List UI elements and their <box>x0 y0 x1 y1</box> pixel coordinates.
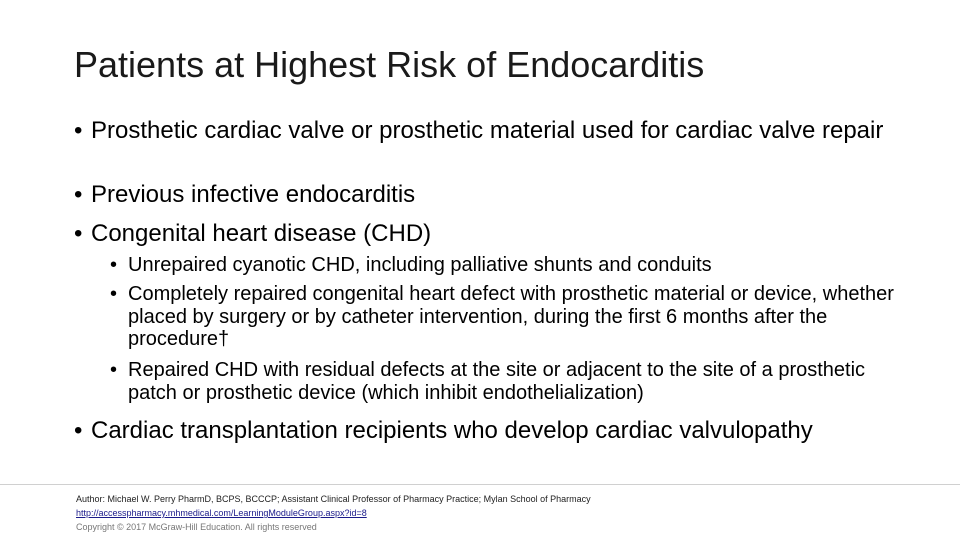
sub-bullet-item <box>110 283 918 351</box>
bullet-text: Prosthetic cardiac valve or prosthetic material used for cardiac valve repair <box>91 117 884 144</box>
bullet-item <box>74 418 911 443</box>
sub-bullet-text: Repaired CHD with residual defects at the site or adjacent to the site of a prosthetic patch or prosthetic device (which inhibit endothelialization) <box>128 359 866 404</box>
bullet-item <box>74 118 911 143</box>
bullet-glyph: • <box>74 117 83 144</box>
bullet-glyph: • <box>74 181 83 208</box>
sub-bullet-text: Unrepaired cyanotic CHD, including palliative shunts and conduits <box>128 254 712 276</box>
sub-bullet-item <box>110 254 918 277</box>
sub-bullet-item <box>110 359 918 404</box>
bullet-item <box>74 221 911 246</box>
bullet-glyph: • <box>74 220 83 247</box>
bullet-glyph: • <box>74 417 83 444</box>
bullet-text: Previous infective endocarditis <box>91 181 416 208</box>
bullet-glyph: • <box>110 283 118 305</box>
footer-link[interactable]: http://accesspharmacy.mhmedical.com/LearningModuleGroup.aspx?id=8 <box>76 508 367 518</box>
bullet-text: Cardiac transplantation recipients who develop cardiac valvulopathy <box>91 417 813 444</box>
sub-bullet-text: Completely repaired congenital heart defect with prosthetic material or device, whether placed by surgery or by catheter intervention, during the first 6 months after the procedure† <box>128 283 894 350</box>
bullet-glyph: • <box>110 359 118 381</box>
slide-title: Patients at Highest Risk of Endocarditis <box>74 44 705 85</box>
footer-author: Author: Michael W. Perry PharmD, BCPS, BCCCP; Assistant Clinical Professor of Pharmacy Practice; Mylan School of Pharmacy <box>76 494 591 504</box>
footer-divider <box>0 484 960 485</box>
bullet-glyph: • <box>110 254 118 276</box>
bullet-text: Congenital heart disease (CHD) <box>91 220 432 247</box>
bullet-item <box>74 182 911 207</box>
footer-copyright: Copyright © 2017 McGraw-Hill Education. All rights reserved <box>76 522 317 532</box>
